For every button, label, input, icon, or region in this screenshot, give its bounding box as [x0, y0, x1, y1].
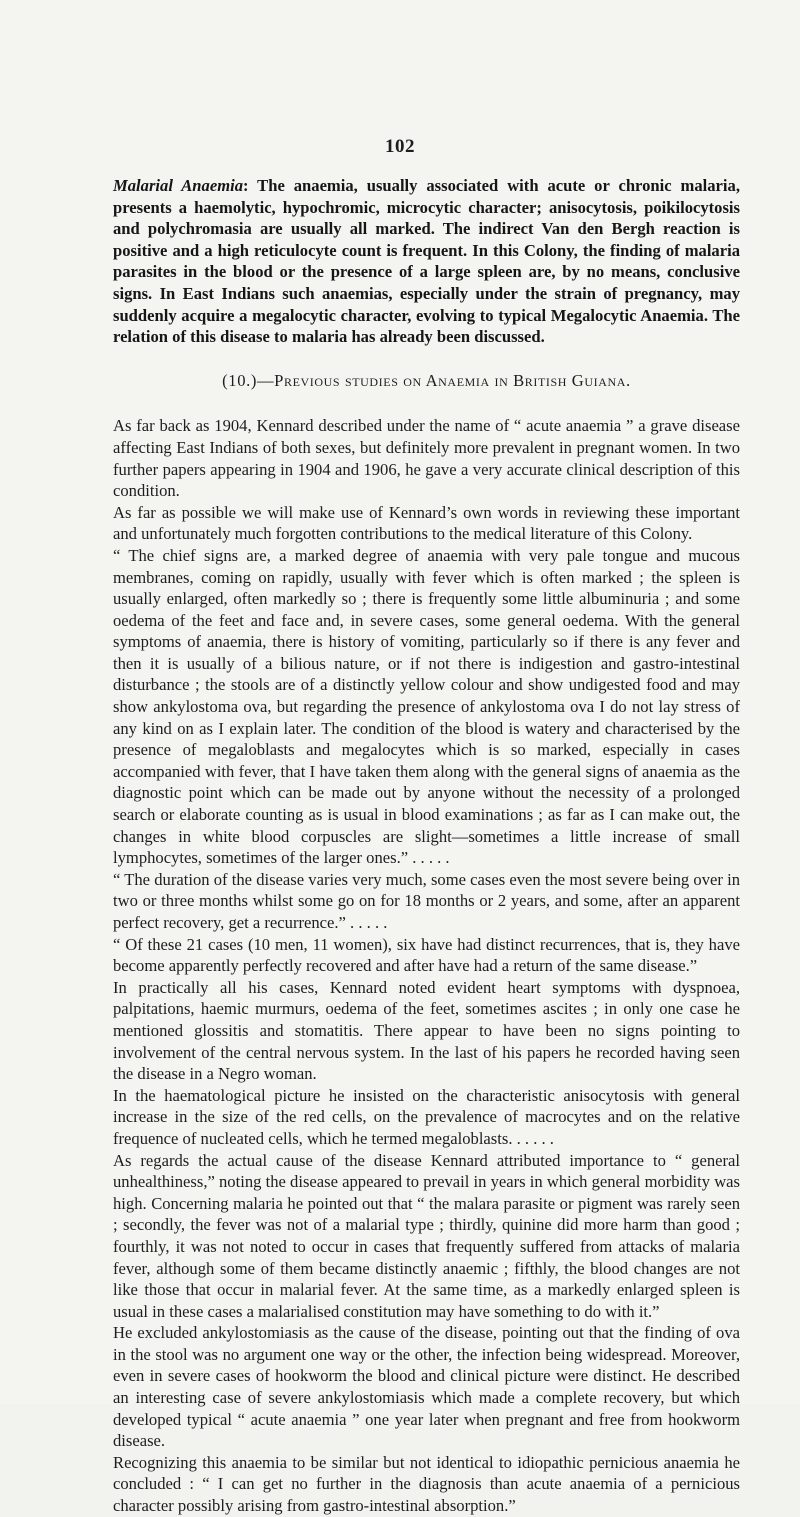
paragraph: In practically all his cases, Kennard noted evident heart symptoms with dyspnoea, palpitations, haemic murmurs, oedema of the feet, sometimes ascites ; in only one case he mentioned glossitis and stomatitis. There appear to have been no signs pointing to involvement of the central nervous system. In the last of his papers he recorded having seen the disease in a Negro woman. — [113, 977, 740, 1084]
document-body — [113, 175, 740, 1517]
intro-lead: Malarial Anaemia — [113, 176, 244, 195]
paragraph: As regards the actual cause of the disease Kennard attributed importance to “ general unhealthiness,” noting the disease appeared to prevail in years in which general morbidity was high. Concerning malaria he pointed out that “ the malara parasite or pigment was rarely seen ; secondly, the fever was not of a malarial type ; thirdly, quinine did more harm than good ; fourthly, it was not noted to occur in cases that frequently suffered from attacks of malaria fever, although some of them became distinctly anaemic ; fifthly, the blood changes are not like those that occur in malarial fever. At the same time, as a markedly enlarged spleen is usual in these cases a malarialised constitution may have something to do with it.” — [113, 1150, 740, 1321]
quote-paragraph: “ The duration of the disease varies very much, some cases even the most severe being over in two or three months whilst some go on for 18 months or 2 years, and some, after an apparent perfect recovery, get a recurrence.” . . . . . — [113, 869, 740, 932]
paragraph: He excluded ankylostomiasis as the cause of the disease, pointing out that the finding of ova in the stool was no argument one way or the other, the infection being widespread. Moreover, even in severe cases of hookworm the blood and clinical picture were distinct. He described an interesting case of severe ankylostomiasis which made a complete recovery, but which developed typical “ acute anaemia ” one year later when pregnant and free from hookworm disease. — [113, 1323, 740, 1451]
paragraph: Recognizing this anaemia to be similar but not identical to idiopathic pernicious anaemia he concluded : “ I can get no further in the diagnosis than acute anaemia of a pernicious character possibly arising from gastro-intestinal absorption.” — [113, 1452, 740, 1516]
quote-paragraph: “ Of these 21 cases (10 men, 11 women), six have had distinct recurrences, that is, they have become apparently perfectly recovered and after have had a return of the same disease.” — [113, 934, 740, 976]
paragraph: As far as possible we will make use of Kennard’s own words in reviewing these important and unfortunately much forgotten contributions to the medical literature of this Colony. — [113, 502, 740, 544]
paragraph: As far back as 1904, Kennard described under the name of “ acute anaemia ” a grave disease affecting East Indians of both sexes, but definitely more prevalent in pregnant women. In two further papers appearing in 1904 and 1906, he gave a very accurate clinical description of this condition. — [113, 416, 740, 501]
quote-paragraph: “ The chief signs are, a marked degree of anaemia with very pale tongue and mucous membranes, coming on rapidly, usually with fever which is often marked ; the spleen is usually enlarged, often markedly so ; there is frequently some little albuminuria ; and some oedema of the feet and face and, in severe cases, some general oedema. With the general symptoms of anaemia, there is history of vomiting, particularly so if there is any fever and then it is usually of a bilious nature, or if not there is indigestion and gastro-intestinal disturbance ; the stools are of a distinctly yellow colour and show undigested food and may show ankylostoma ova, but regarding the presence of ankylostoma ova I do not lay stress of any kind on as I explain later. The condition of the blood is watery and characterised by the presence of megaloblasts and megalocytes which is so marked, especially in cases accompanied with fever, that I have taken them along with the general signs of anaemia as the diagnostic point which can be made out by anyone without the necessity of a prolonged search or elaborate counting as is usual in blood examinations ; as far as I can make out, the changes in white blood corpuscles are slight—sometimes a little increase of small lymphocytes, sometimes of the larger ones.” . . . . . — [113, 545, 740, 868]
page-number: 102 — [385, 136, 415, 157]
paragraph: In the haematological picture he insisted on the characteristic anisocytosis with general increase in the size of the red cells, on the prevalence of macrocytes and on the relative frequence of nucleated cells, which he termed megaloblasts. . . . . . — [113, 1085, 740, 1148]
intro-text: : The anaemia, usually associated with acute or chronic malaria, presents a haemolytic, hypochromic, microcytic character; anisocytosis, poikilocytosis and polychromasia are usually all marked. The indirect Van den Bergh reaction is positive and a high reticulocyte count is frequent. In this Colony, the finding of malaria parasites in the blood or the presence of a large spleen are, by no means, conclusive signs. In East Indians such anaemias, especially under the strain of pregnancy, may suddenly acquire a megalocytic character, evolving to typical Megalocytic Anaemia. The relation of this disease to malaria has already been discussed. — [113, 176, 740, 347]
section-heading: (10.)—Previous studies on Anaemia in British Guiana. — [222, 370, 631, 390]
intro-paragraph — [113, 175, 740, 348]
